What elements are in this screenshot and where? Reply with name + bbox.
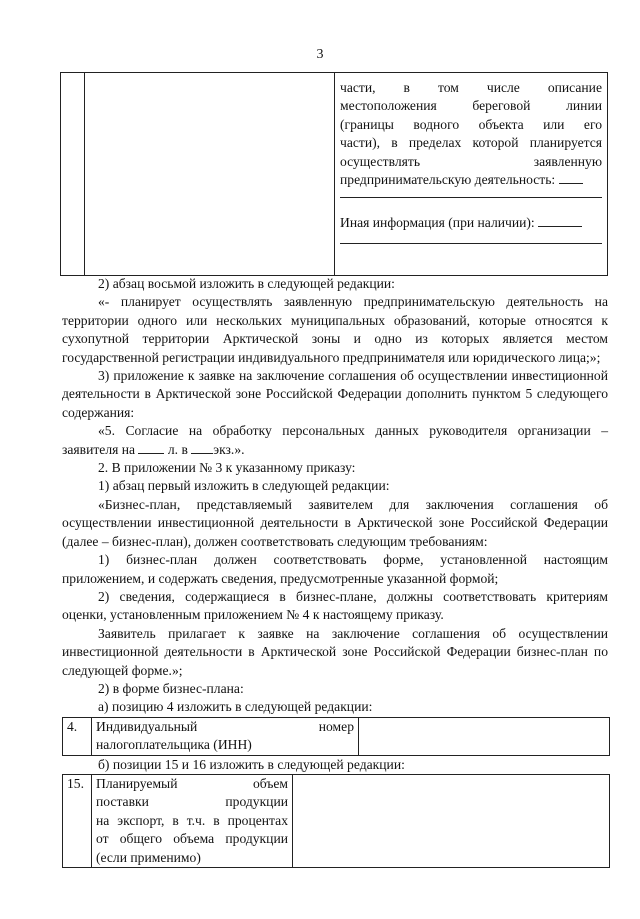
fill-blank: [138, 441, 164, 454]
text-fragment: л. в: [167, 441, 188, 457]
paragraph: 3) приложение к заявке на заключение соглашения об осуществлении инвестиционной деятельности в Арктической зоне Российской Федерации дополнить пунктом 5 следующего содержания:: [62, 368, 608, 420]
table-border: [60, 73, 61, 275]
cell-line-with-blank: [340, 171, 602, 189]
other-info-row: [340, 214, 602, 232]
paragraph: а) позицию 4 изложить в следующей редакции:: [98, 699, 373, 715]
top-table: [60, 72, 608, 276]
cell-line: Планируемый объем: [96, 775, 288, 791]
cell-line: части, в том числе описание: [340, 80, 602, 95]
paragraph: 2. В приложении № 3 к указанному приказу:: [98, 460, 356, 476]
page-number: 3: [316, 47, 324, 62]
paragraph: 1) бизнес-план должен соответствовать форме, установленной настоящим приложением, и содержать сведения, предусмотренные указанной формой;: [62, 552, 608, 586]
cell-line: Индивидуальный номер: [96, 718, 354, 734]
cell-line: предпринимательскую деятельность:: [340, 172, 556, 188]
cell-line: местоположения береговой линии: [340, 98, 602, 114]
paragraph: «Бизнес-план, представляемый заявителем для заключения соглашения об осуществлении инвестиционной деятельности в Арктической зоне Российской Федерации (далее – бизнес-план), должен соответствовать следующим требованиям:: [62, 496, 608, 549]
cell-line: налогоплательщика (ИНН): [96, 737, 252, 753]
position-number: 15.: [63, 774, 92, 867]
position-4-table: [62, 717, 610, 756]
position-value: [359, 717, 610, 755]
table-border: [334, 73, 335, 275]
paragraph: б) позиции 15 и 16 изложить в следующей редакции:: [98, 756, 405, 772]
position-value: [293, 774, 610, 867]
cell-line: (границы водного объекта или его: [340, 116, 602, 132]
text-fragment: заявителя на: [62, 441, 136, 457]
position-number: 4.: [63, 717, 92, 755]
paragraph: «- планирует осуществлять заявленную предпринимательскую деятельность на территории одного или нескольких муниципальных образований, которые относятся к сухопутной территории Арктической зоны и одно из которых является местом государственной регистрации индивидуального предпринимателя или юридического лица;»;: [62, 294, 608, 365]
cell-line: части), в пределах которой планируется: [340, 135, 602, 151]
position-15-table: [62, 774, 610, 868]
cell-line: поставки продукции: [96, 794, 288, 810]
fill-line: [340, 233, 602, 244]
cell-line: на экспорт, в т.ч. в процентах: [96, 812, 288, 828]
cell-line: осуществлять заявленную: [340, 153, 602, 169]
cell-line: (если применимо): [96, 849, 201, 865]
paragraph: 2) абзац восьмой изложить в следующей редакции:: [98, 276, 395, 291]
other-info-label: Иная информация (при наличии):: [340, 215, 535, 231]
paragraph-with-blanks: [62, 441, 608, 459]
paragraph: Заявитель прилагает к заявке на заключение соглашения об осуществлении инвестиционной деятельности в Арктической зоне Российской Федерации бизнес-план по следующей форме.»;: [62, 625, 608, 678]
table-border: [84, 73, 85, 275]
position-name: [92, 774, 293, 867]
fill-line: [340, 189, 602, 198]
document-body: [62, 275, 608, 868]
paragraph: 2) сведения, содержащиеся в бизнес-плане, должны соответствовать критериям оценки, установленным приложением № 4 к настоящему приказу.: [62, 588, 608, 623]
fill-blank: [538, 214, 582, 227]
fill-blank: [191, 441, 213, 454]
paragraph: 2) в форме бизнес-плана:: [98, 680, 244, 696]
position-name: [92, 717, 359, 755]
fill-blank: [559, 171, 583, 184]
paragraph: «5. Согласие на обработку персональных данных руководителя организации –: [98, 423, 608, 439]
table-cell-description: [340, 79, 602, 260]
text-fragment: экз.».: [213, 441, 245, 457]
table-border: [607, 73, 608, 275]
paragraph: 1) абзац первый изложить в следующей редакции:: [98, 478, 390, 494]
cell-line: от общего объема продукции: [96, 831, 288, 847]
